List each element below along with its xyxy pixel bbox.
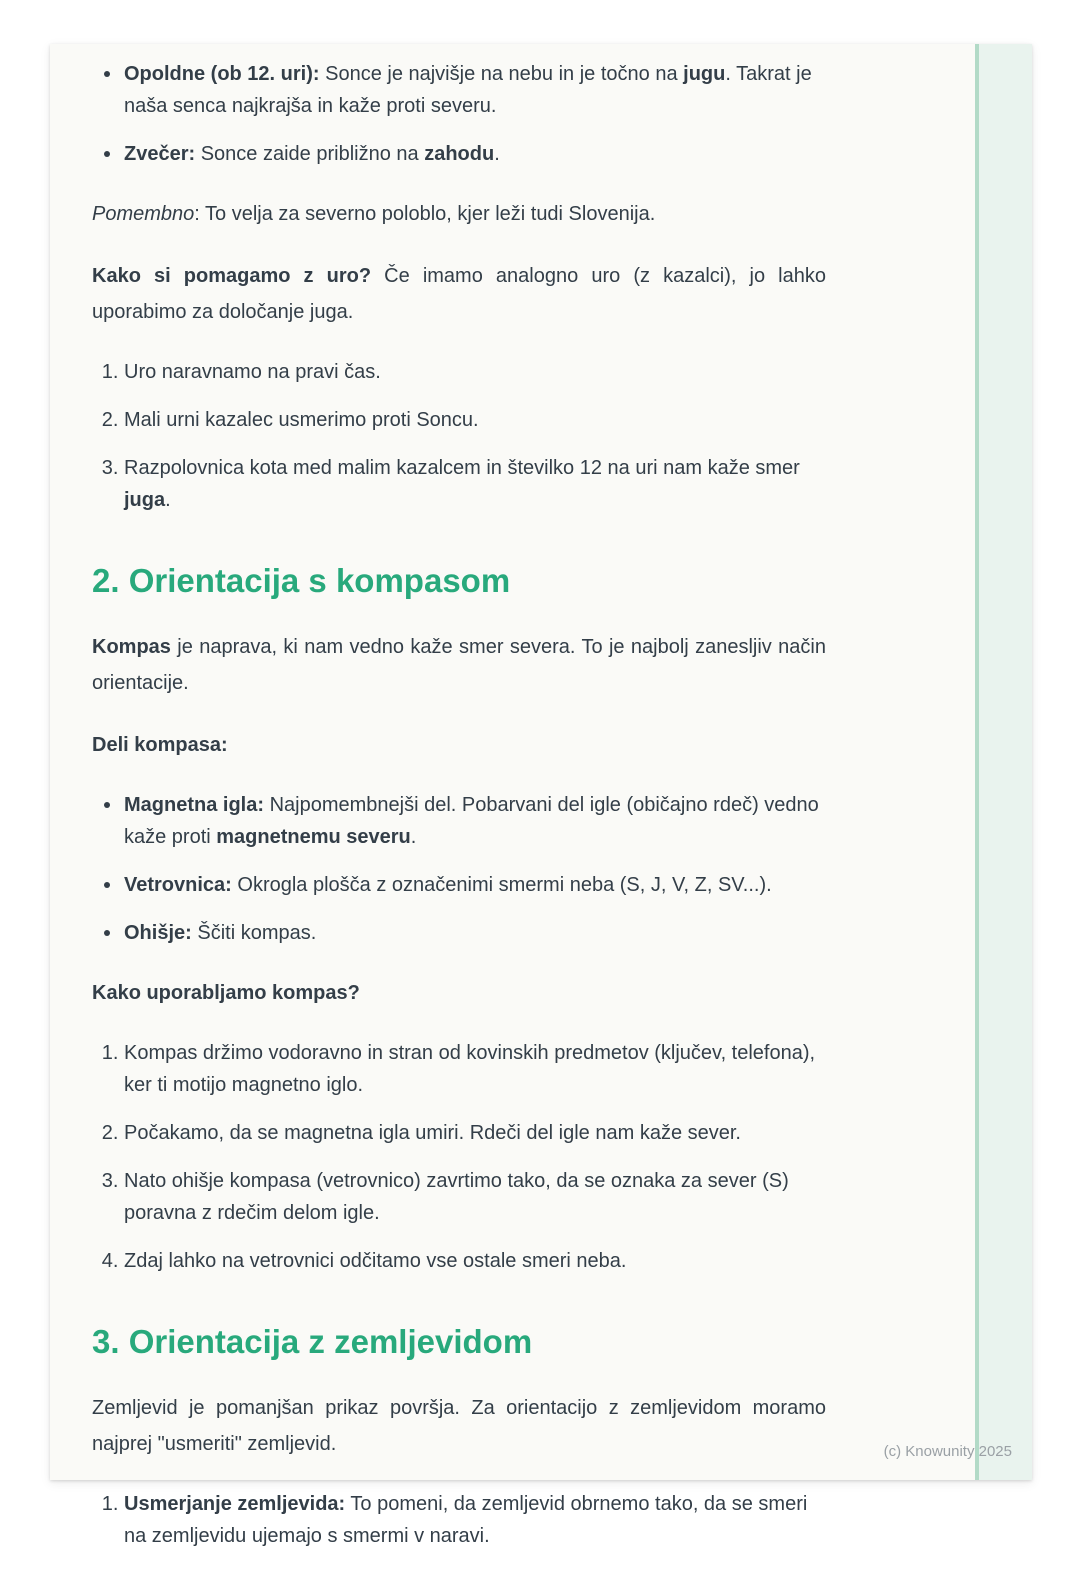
text-run-bold: Kako si pomagamo z uro? — [92, 265, 372, 287]
paragraph — [92, 196, 826, 232]
text-run-bold: jugu — [683, 63, 726, 85]
page-accent-bar — [975, 44, 1032, 1480]
text-run: Počakamo, da se magnetna igla umiri. Rdeči del igle nam kaže sever. — [124, 1121, 741, 1144]
paragraph — [92, 629, 826, 701]
text-run: Ščiti kompas. — [191, 921, 317, 944]
page-content — [92, 56, 826, 1576]
list-item — [124, 356, 826, 388]
text-run: Sonce je najvišje na nebu in je točno na — [319, 63, 684, 85]
text-run: Mali urni kazalec usmerimo proti Soncu. — [124, 409, 479, 431]
list-item — [124, 789, 826, 853]
text-run: To pomeni, da zemljevid obrnemo tako, da se smeri na zemljevidu ujemajo s smermi v naravi. — [124, 1492, 808, 1547]
paragraph — [92, 727, 826, 763]
numbered-list — [92, 356, 826, 516]
text-run: Zemljevid je pomanjšan prikaz površja. Za orientacijo z zemljevidom moramo najprej "usmeriti" zemljevid. — [92, 1396, 826, 1455]
text-run-italic: Pomembno — [92, 203, 195, 225]
list-item — [124, 404, 826, 436]
section-heading: 2. Orientacija s kompasom — [92, 562, 511, 599]
text-run: . Takrat je naša senca najkrajša in kaže proti severu. — [124, 63, 812, 117]
list-item — [124, 1037, 826, 1101]
text-run: . — [494, 143, 500, 165]
text-run-bold: Ohišje: — [124, 921, 192, 944]
document-page — [50, 44, 1032, 1547]
paragraph — [92, 258, 826, 330]
numbered-list — [92, 1488, 826, 1552]
list-item — [124, 1117, 826, 1149]
text-run: Če imamo analogno uro (z kazalci), jo lahko uporabimo za določanje juga. — [92, 265, 826, 323]
text-run: Uro naravnamo na pravi čas. — [124, 361, 381, 383]
list-item — [124, 869, 826, 901]
paragraph — [92, 1390, 826, 1462]
section-heading: 3. Orientacija z zemljevidom — [92, 1322, 533, 1360]
text-run-bold: Zvečer: — [124, 143, 196, 165]
list-item — [124, 1488, 826, 1552]
list-item — [124, 138, 826, 170]
text-run-bold: Magnetna igla: — [124, 793, 265, 816]
bullet-list — [92, 789, 826, 949]
text-run: je naprava, ki nam vedno kaže smer severa. To je najbolj zanesljiv način orientacije. — [92, 635, 826, 694]
list-item — [124, 1245, 826, 1277]
text-run-bold: zahodu — [424, 143, 495, 165]
text-run: Okrogla plošča z označenimi smermi neba (S, J, V, Z, SV...). — [231, 873, 772, 896]
text-run: : To velja za severno poloblo, kjer leži tudi Slovenija. — [194, 203, 656, 225]
numbered-list — [92, 1037, 826, 1277]
text-run-bold: Deli kompasa: — [92, 733, 228, 756]
text-run-bold: Opoldne (ob 12. uri): — [124, 63, 320, 85]
list-item — [124, 58, 826, 122]
text-run: Kompas držimo vodoravno in stran od kovinskih predmetov (ključev, telefona), ker ti motijo magnetno iglo. — [124, 1041, 816, 1096]
text-run: Razpolovnica kota med malim kazalcem in številko 12 na uri nam kaže smer — [124, 457, 800, 479]
list-item — [124, 917, 826, 949]
text-run-bold: Kako uporabljamo kompas? — [92, 981, 360, 1004]
text-run: Nato ohišje kompasa (vetrovnico) zavrtimo tako, da se oznaka za sever (S) poravna z rdečim delom igle. — [124, 1169, 789, 1224]
text-run-bold: magnetnemu severu — [216, 825, 411, 848]
list-item — [124, 452, 826, 516]
list-item — [124, 1165, 826, 1229]
copyright-footer: (c) Knowunity 2025 — [883, 1443, 1012, 1460]
text-run-bold: Usmerjanje zemljevida: — [124, 1492, 346, 1515]
bullet-list — [92, 58, 826, 170]
text-run-bold: juga — [124, 489, 166, 511]
text-run-bold: Vetrovnica: — [124, 873, 232, 896]
text-run: Zdaj lahko na vetrovnici odčitamo vse ostale smeri neba. — [124, 1249, 627, 1272]
text-run: . — [165, 489, 171, 511]
text-run: Sonce zaide približno na — [195, 143, 425, 165]
text-run-bold: Kompas — [92, 635, 171, 658]
paragraph — [92, 975, 826, 1011]
text-run: . — [410, 825, 417, 848]
text-run: Najpomembnejši del. Pobarvani del igle (običajno rdeč) vedno kaže proti — [124, 793, 819, 848]
